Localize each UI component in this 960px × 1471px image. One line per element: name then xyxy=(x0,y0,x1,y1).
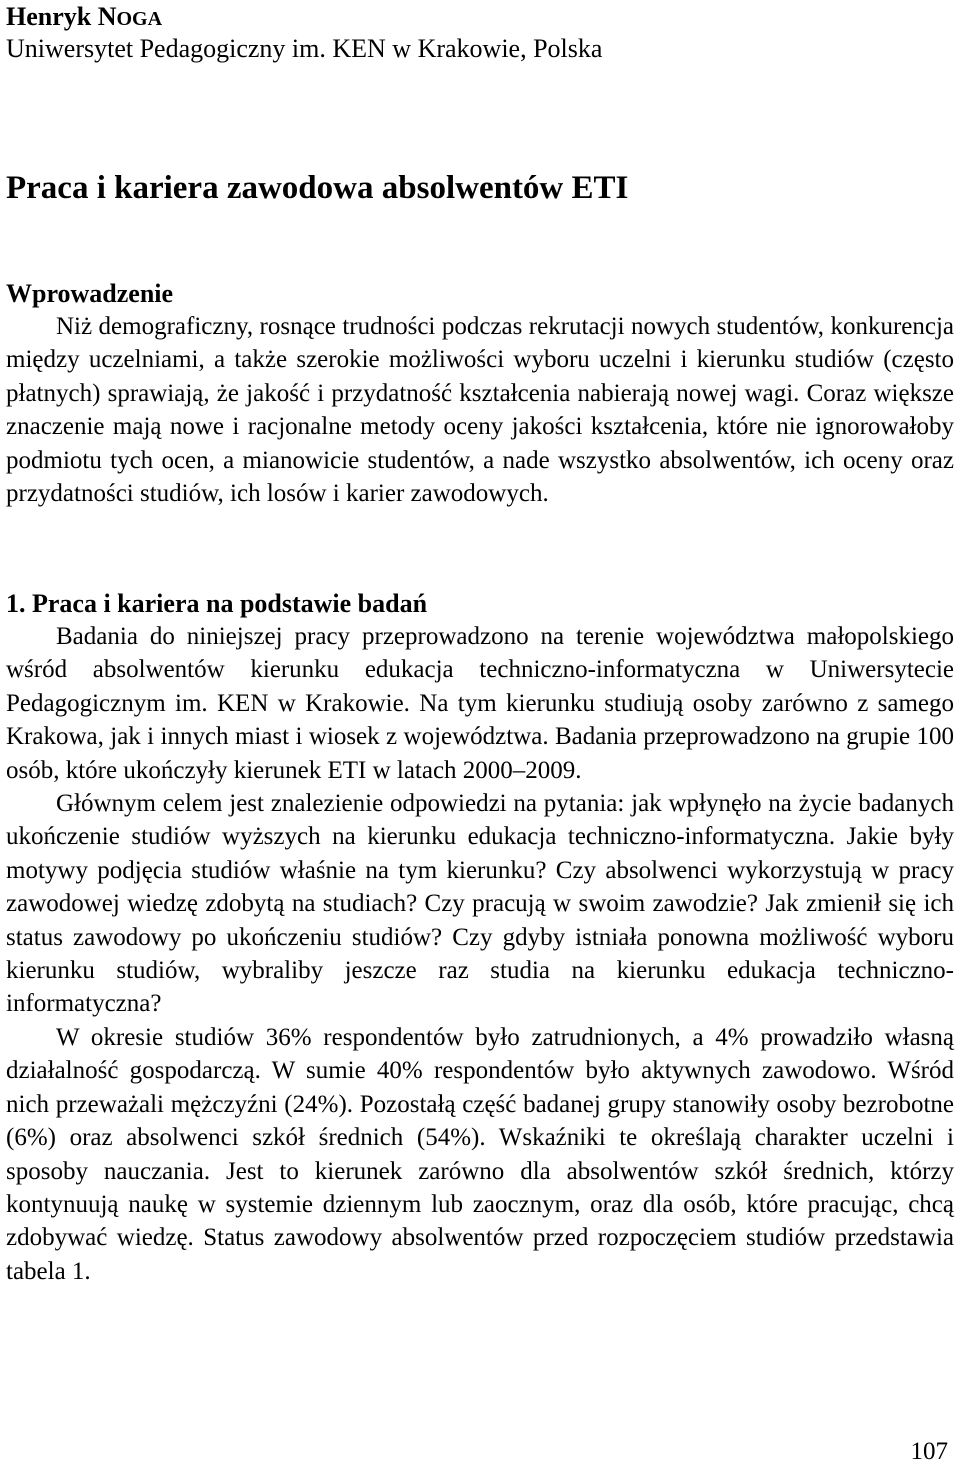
author-name-first: Henryk N xyxy=(6,2,117,31)
section-1-heading: 1. Praca i kariera na podstawie badań xyxy=(6,589,428,618)
author-name-smallcaps: OGA xyxy=(116,8,163,30)
page-number: 107 xyxy=(910,1438,948,1465)
section-1-paragraph: Głównym celem jest znalezienie odpowiedzi na pytania: jak wpłynęło na życie badanych ukończenie studiów wyższych na kierunku edukacja techniczno-informatyczna. Jakie były motywy podjęcia studiów właśnie na tym kierunku? Czy absolwenci wykorzystują w pracy zawodowej wiedzę zdobytą na studiach? Czy pracują w swoim zawodzie? Jak zmienił się ich status zawodowy po ukończeniu studiów? Czy gdyby istniała ponowna możliwość wyboru kierunku studiów, wybraliby jeszcze raz studia na kierunku edukacja techniczno-informatyczna? xyxy=(6,790,954,1018)
intro-heading: Wprowadzenie xyxy=(6,279,174,308)
section-1-paragraph: Badania do niniejszej pracy przeprowadzono na terenie województwa małopolskiego wśród absolwentów kierunku edukacja techniczno-informatyczna w Uniwersytecie Pedagogicznym im. KEN w Krakowie. Na tym kierunku studiują osoby zarówno z samego Krakowa, jak i innych miast i wiosek z województwa. Badania przeprowadzono na grupie 100 osób, które ukończyły kierunek ETI w latach 2000–2009. xyxy=(6,623,954,784)
author-name xyxy=(6,2,162,34)
section-1 xyxy=(6,587,954,1288)
section-1-paragraph: W okresie studiów 36% respondentów było zatrudnionych, a 4% prowadziło własną działalność gospodarczą. W sumie 40% respondentów było aktywnych zawodowo. Wśród nich przeważali mężczyźni (24%). Pozostałą część badanej grupy stanowiły osoby bezrobotne (6%) oraz absolwenci szkół średnich (54%). Wskaźniki te określają charakter uczelni i sposoby nauczania. Jest to kierunek zarówno dla absolwentów szkół średnich, którzy kontynuują naukę w systemie dziennym lub zaocznym, oraz dla osób, które pracując, chcą zdobywać wiedzę. Status zawodowy absolwentów przed rozpoczęciem studiów przedstawia tabela 1. xyxy=(6,1023,954,1285)
article-title: Praca i kariera zawodowa absolwentów ETI xyxy=(6,170,629,206)
intro-section xyxy=(6,277,954,510)
author-affiliation: Uniwersytet Pedagogiczny im. KEN w Krakowie, Polska xyxy=(6,34,603,63)
intro-paragraph: Niż demograficzny, rosnące trudności podczas rekrutacji nowych studentów, konkurencja między uczelniami, a także szerokie możliwości wyboru uczelni i kierunku studiów (często płatnych) sprawiają, że jakość i przydatność kształcenia nabierają nowej wagi. Coraz większe znaczenie mają nowe i racjonalne metody oceny jakości kształcenia, które nie ignorowałoby podmiotu tych ocen, a mianowicie studentów, a nade wszystko absolwentów, ich oceny oraz przydatności studiów, ich losów i karier zawodowych. xyxy=(6,313,954,508)
